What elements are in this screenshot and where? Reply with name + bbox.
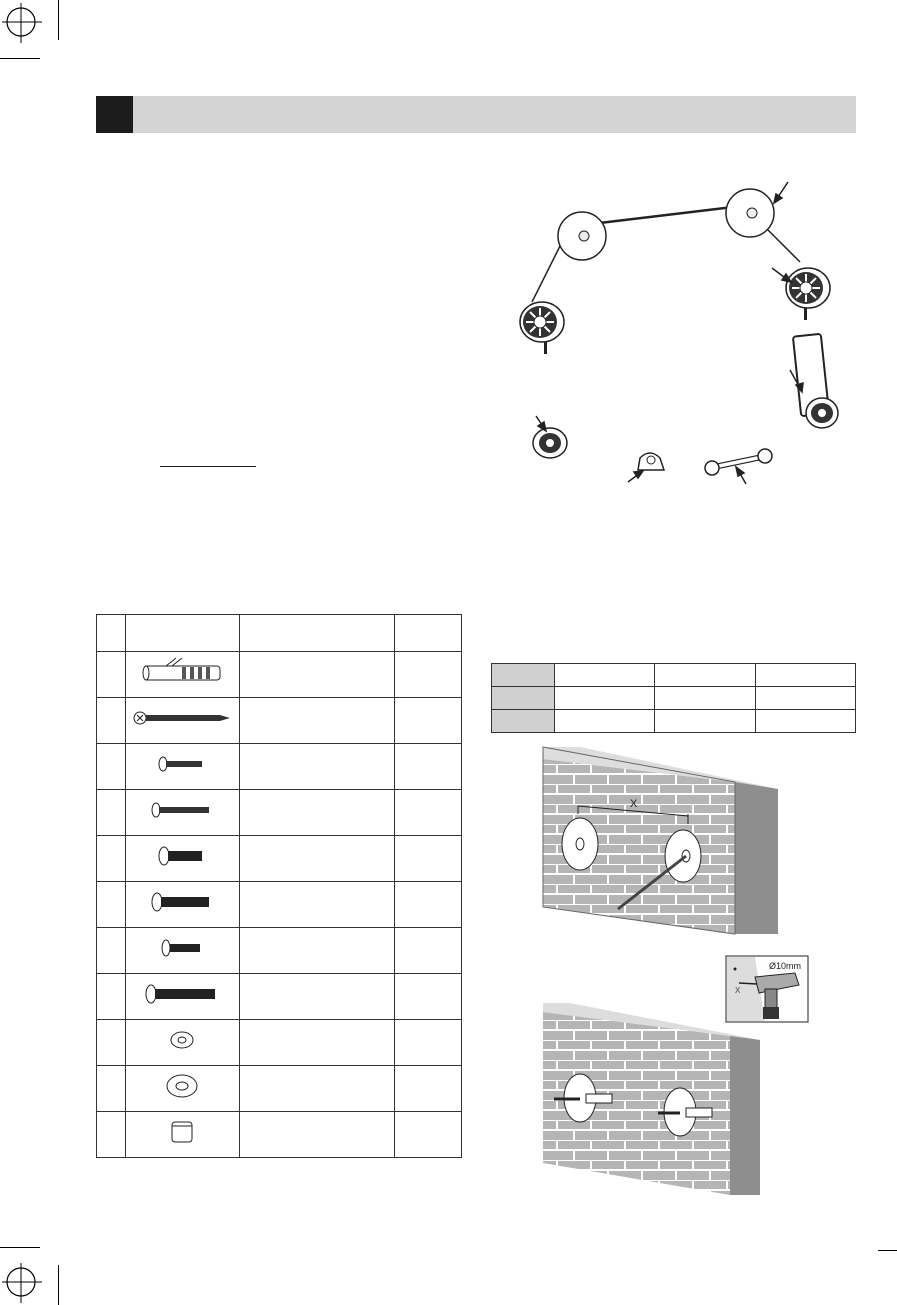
- crop-mark: [878, 1250, 897, 1251]
- table-row: [97, 1020, 462, 1066]
- table-row: [97, 652, 462, 698]
- small-washer-icon: [167, 1028, 197, 1052]
- end-cap-icon: [533, 428, 567, 458]
- spool-icon: [786, 268, 830, 320]
- table-row: [97, 836, 462, 882]
- table-row: [97, 790, 462, 836]
- frame-bracket-icon: [793, 334, 838, 428]
- mount-kit-illustration: [500, 170, 860, 500]
- table-header-row: [97, 615, 462, 652]
- underline-rule: [160, 466, 256, 467]
- table-row: [492, 687, 856, 710]
- registration-mark-icon: [2, 1263, 42, 1303]
- large-washer-icon: [162, 1071, 202, 1101]
- clip-icon: [638, 453, 664, 470]
- distance-table: [491, 663, 856, 733]
- short-bolt-icon: [157, 752, 207, 776]
- medium-bolt-icon: [160, 935, 204, 961]
- parts-table: [96, 614, 462, 1158]
- table-row: [97, 1066, 462, 1112]
- table-row: [97, 974, 462, 1020]
- long-thick-bolt-icon: [150, 889, 214, 915]
- table-row: [492, 664, 856, 687]
- section-number-box: [96, 96, 133, 133]
- wood-screw-icon: [132, 706, 232, 730]
- wall-plugs-illustration: [540, 1000, 762, 1200]
- wall-disc-icon: [665, 830, 701, 882]
- crop-mark: [58, 0, 59, 40]
- wall-disc-icon: [562, 818, 598, 870]
- table-row: [97, 698, 462, 744]
- crop-mark: [0, 58, 40, 59]
- table-row: [97, 928, 462, 974]
- drill-distance-label: X: [735, 986, 741, 995]
- table-row: [492, 710, 856, 733]
- wall-plug-icon: [136, 656, 228, 688]
- crop-mark: [0, 1247, 40, 1248]
- registration-mark-icon: [2, 3, 42, 43]
- table-row: [97, 744, 462, 790]
- long-threaded-bolt-icon: [144, 981, 220, 1007]
- wall-disc-icon: [726, 189, 774, 237]
- short-thick-bolt-icon: [157, 843, 207, 869]
- drill-size-label: Ø10mm: [769, 961, 802, 971]
- spacer-icon: [167, 1117, 197, 1147]
- distance-label: X: [630, 798, 638, 810]
- crop-mark: [58, 1265, 59, 1305]
- table-row: [97, 882, 462, 928]
- section-header-bar: [96, 96, 856, 133]
- table-row: [97, 1112, 462, 1158]
- wall-marking-illustration: [540, 744, 780, 944]
- spool-icon: [520, 302, 564, 354]
- long-thin-bolt-icon: [150, 798, 214, 822]
- wall-disc-icon: [558, 212, 606, 260]
